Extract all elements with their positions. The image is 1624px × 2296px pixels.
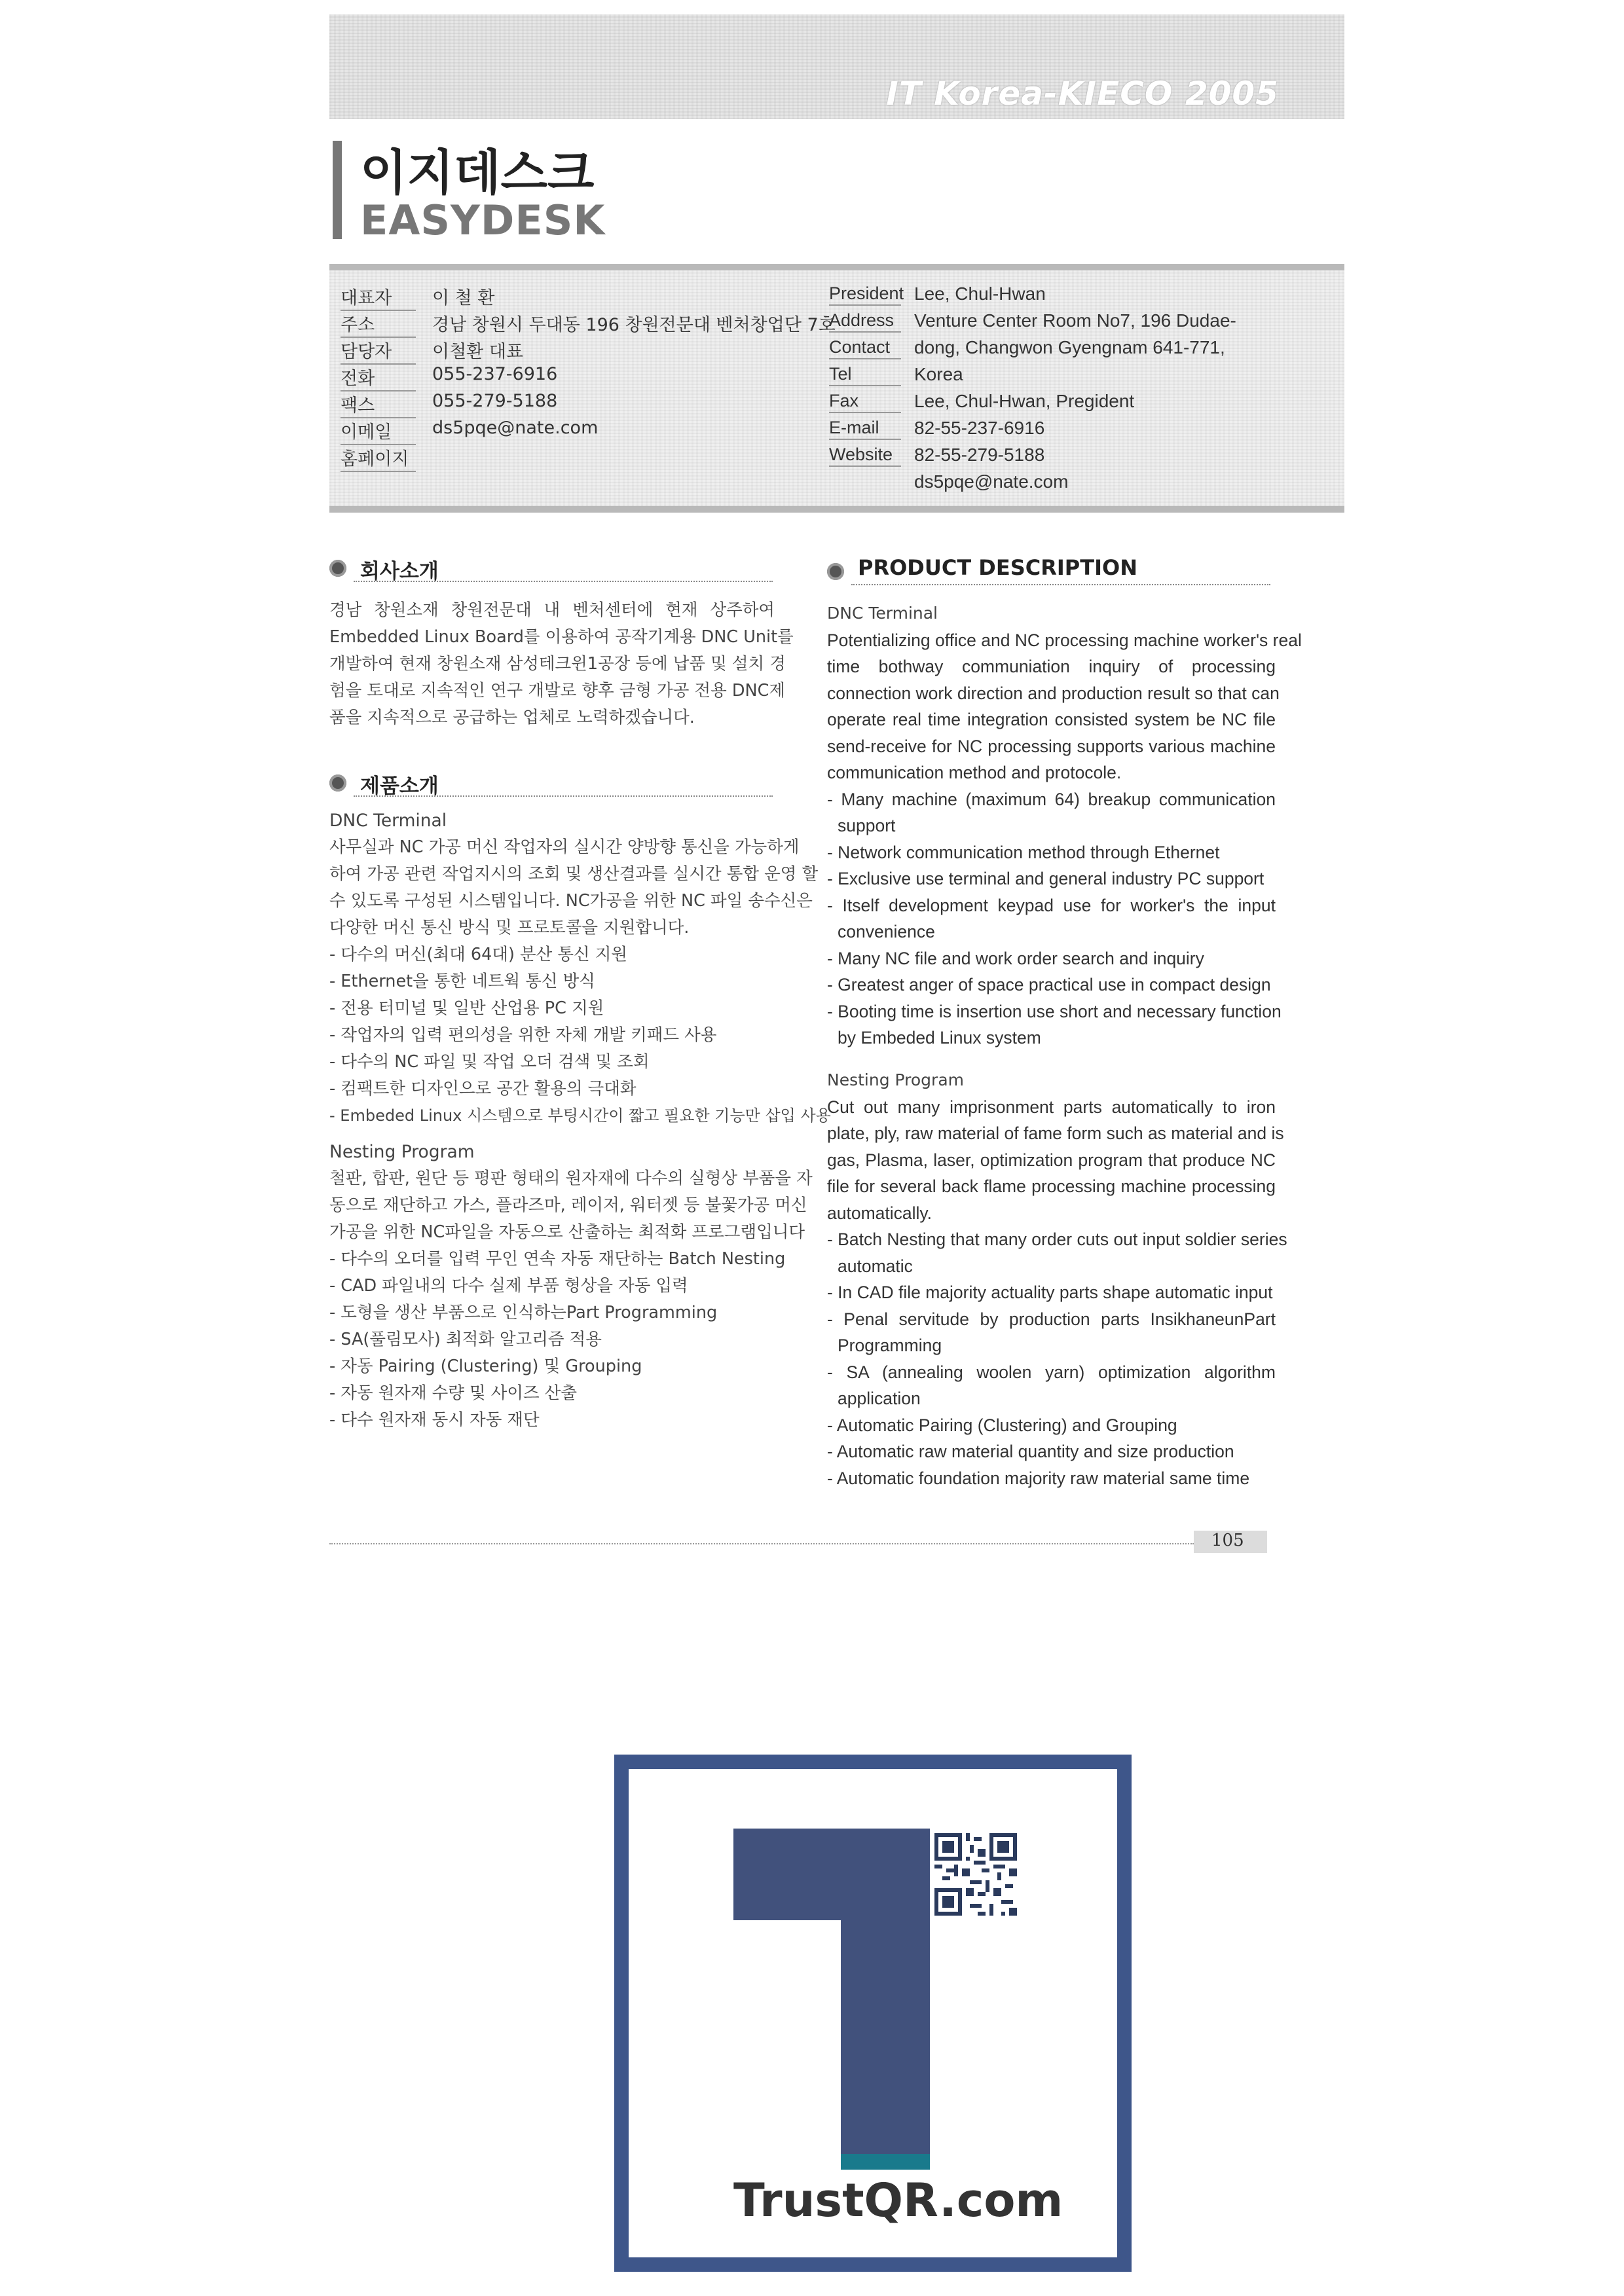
company-intro-text: 경남 창원소재 창원전문대 내 벤처센터에 현재 상주하여 Embedded Linux Board를 이용하여 공작기계용 DNC Unit를 개발하여 현재 창원소재 삼성테크윈1공장 등에 납품 및 설치 경 험을 토대로 지속적인 연구 개발로 향후 금형 가공 전용 DNC제 품을 지속적으로 공급하는 업체로 노력하겠습니다.	[329, 600, 794, 727]
info-label: 전화	[341, 364, 416, 392]
logo-t-stem	[841, 1912, 930, 2160]
info-label: 담당자	[341, 337, 416, 365]
info-value: 경남 창원시 두대동 196 창원전문대 벤처창업단 7호	[432, 315, 836, 335]
section-title-product-intro: 제품소개	[360, 774, 439, 798]
info-value: ds5pqe@nate.com	[432, 418, 599, 438]
company-name-english: EASYDESK	[360, 196, 606, 244]
info-value: 이철환 대표	[432, 342, 523, 362]
info-value: 055-279-5188	[432, 391, 558, 411]
info-label: 홈페이지	[341, 445, 416, 472]
nesting-program-en: Nesting Program Cut out many imprisonment parts automatically to iron plate, ply, raw material of fame form such as material and is gas, Plasma, laser, optimization program that produce NC file for several back flame processing machine processing automatically. - Batch Nesting that many order cuts out input soldier series automatic - In CAD file majority actuality parts shape automatic input - Penal servitude by production parts InsikhaneunPart Programming - SA (annealing woolen yarn) optimization algorithm application - Automatic Pairing (Clustering) and Grouping - Automatic raw material quantity and size production - Automatic foundation majority raw material same time	[827, 1070, 1287, 1488]
logo-text: TrustQR.com	[733, 2174, 1063, 2227]
dnc-terminal-en: DNC Terminal Potentializing office and NC processing machine worker's real time bothway communiation inquiry of processing connection work direction and production result so that can operate real time integration consisted system be NC file send-receive for NC processing supports various machine communication method and protocole. - Many machine (maximum 64) breakup communication support - Network communication method through Ethernet - Exclusive use terminal and general industry PC support - Itself development keypad use for worker's the input convenience - Many NC file and work order search and inquiry - Greatest anger of space practical use in compact design - Booting time is insertion use short and necessary function by Embeded Linux system	[827, 604, 1302, 1048]
info-value: 055-237-6916	[432, 364, 558, 384]
section-title-product-description: PRODUCT DESCRIPTION	[858, 555, 1137, 580]
nesting-program-ko: Nesting Program 철판, 합판, 원단 등 평판 형태의 원자재에 다수의 실형상 부품을 자 동으로 재단하고 가스, 플라즈마, 레이저, 워터젯 등 불꽃가공 머신 가공을 위한 NC파일을 자동으로 산출하는 최적화 프로그램입니다 - 다수의 오더를 입력 무인 연속 자동 재단하는 Batch Nesting - CAD 파일내의 다수 실제 부품 형상을 자동 입력 - 도형을 생산 부품으로 인식하는Part Programming - SA(풀림모사) 최적화 알고리즘 적용 - 자동 Pairing (Clustering) 및 Grouping - 자동 원자재 수량 및 사이즈 산출 - 다수 원자재 동시 자동 재단	[329, 1142, 813, 1430]
banner-text: IT Korea-KIECO 2005	[886, 75, 1279, 113]
company-info-box: 대표자 이 철 환 주소 경남 창원시 두대동 196 창원전문대 벤처창업단 7호 담당자 이철환 대표 전화 055-237-6916 팩스 055-279-5188 이메일 ds5pqe@nate.com 홈페이지 President Address Contact Tel Fax E-mail Website Lee, Chul-Hwan Venture Center Room No7, 196 Dudae- dong, Changwon Gyengnam 641-771, Korea Lee, Chul-Hwan, Pregident 82-55-237-6916 82-55-279-5188 ds5pqe@nate.com	[329, 264, 1344, 513]
info-value: 이 철 환	[432, 288, 495, 308]
logo-t-stem-accent	[841, 2154, 930, 2170]
dnc-terminal-ko: DNC Terminal 사무실과 NC 가공 머신 작업자의 실시간 양방향 통신을 가능하게 하여 가공 관련 작업지시의 조회 및 생산결과를 실시간 통합 운영 할 수 있도록 구성된 시스템입니다. NC가공을 위한 NC 파일 송수신은 다양한 머신 통신 방식 및 프로토콜을 지원합니다. - 다수의 머신(최대 64대) 분산 통신 지원 - Ethernet을 통한 네트웍 통신 방식 - 전용 터미널 및 일반 산업용 PC 지원 - 작업자의 입력 편의성을 위한 자체 개발 키패드 사용 - 다수의 NC 파일 및 작업 오더 검색 및 조회 - 컴팩트한 디자인으로 공간 활용의 극대화 - Embeded Linux 시스템으로 부팅시간이 짧고 필요한 기능만 삽입 사용	[329, 811, 831, 1125]
section-divider	[851, 584, 1270, 585]
section-divider	[354, 581, 773, 582]
section-title-company-intro: 회사소개	[360, 560, 439, 583]
company-name-korean: 이지데스크	[360, 145, 595, 201]
section-divider	[354, 795, 773, 797]
title-accent-bar	[333, 141, 342, 239]
info-label: 주소	[341, 310, 416, 338]
info-label: 이메일	[341, 418, 416, 445]
qr-code-icon	[934, 1833, 1017, 1916]
header-banner	[329, 14, 1344, 119]
info-label: 팩스	[341, 391, 416, 418]
page-number: 105	[1211, 1531, 1244, 1550]
footer-divider	[329, 1543, 1194, 1544]
bullet-icon	[329, 560, 346, 577]
bullet-icon	[827, 563, 844, 580]
logo-t-bar	[733, 1829, 930, 1920]
info-label: 대표자	[341, 283, 416, 311]
bullet-icon	[329, 774, 346, 792]
